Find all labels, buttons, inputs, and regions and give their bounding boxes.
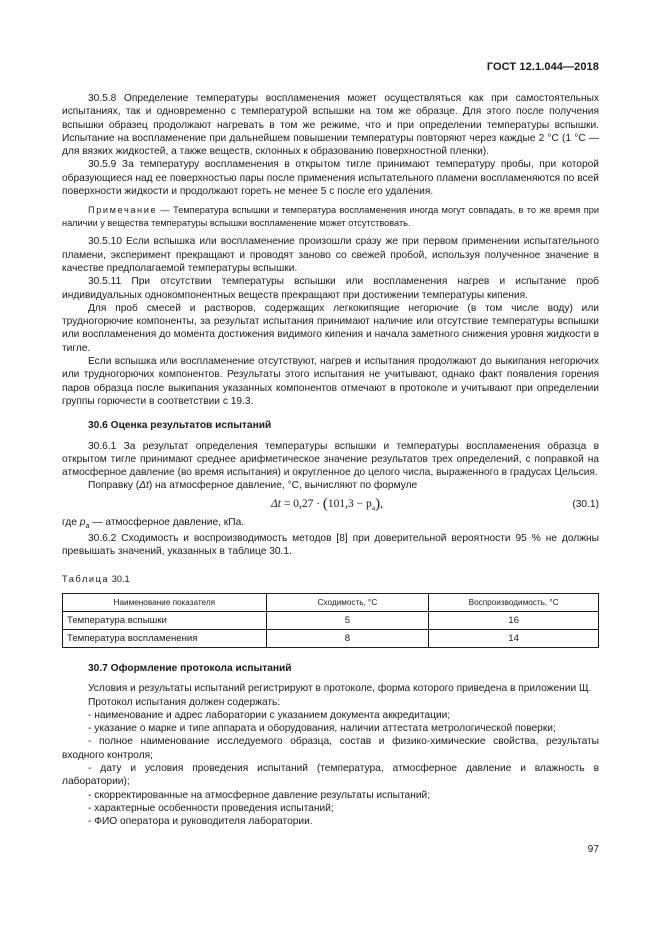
list-item: - дату и условия проведения испытаний (температура, атмосферное давление и влажность в лаборатории); (62, 762, 599, 788)
paragraph-no-flash: Если вспышка или воспламенение отсутствуют, нагрев и испытания продолжают до выкипания негорючих или трудногорючих компонентов. Результаты этого испытания не учитывают, однако факт появления горения паров образца после выкипания указанных компонентов отмечают в протоколе и учитывают при определении группы горючести в соответствии с 19.3. (62, 356, 599, 407)
paragraph-30-5-9: 30.5.9 За температуру воспламенения в открытом тигле принимают температуру пробы, при которой образующиеся над ее поверхностью пары после применения испытательного пламени воспламеняются по всей поверхности жидкости и продолжают гореть не менее 5 с после его удаления. (62, 159, 599, 198)
table-caption-label: Таблица (62, 573, 110, 584)
paragraph-30-6-1: 30.6.1 За результат определения температуры вспышки и температуры воспламенения образца в открытом тигле принимают среднее арифметическое значение результатов трех определений, с поправкой на атмосферное давление (во время испытания) и округленное до целого числа, выраженного в градусах Цельсия. (62, 440, 599, 479)
table-cell: 16 (429, 611, 599, 629)
table-cell: 5 (266, 611, 429, 629)
paragraph-protocol-conditions: Условия и результаты испытаний регистрируют в протоколе, форма которого приведена в приложении Щ. (88, 683, 592, 695)
where-b: — атмосферное давление, кПа. (89, 516, 245, 528)
table-row (63, 611, 599, 629)
paragraph-30-5-11: 30.5.11 При отсутствии температуры вспышки или воспламенения нагрев и испытание проб индивидуальных однокомпонентных веществ прекращают при достижении температуры кипения. (62, 276, 599, 301)
paragraph-mixtures: Для проб смесей и растворов, содержащих легкокипящие негорючие (в том числе воду) или трудногорючие компоненты, за результат испытания принимают наличие или отсутствие температуры вспышки или воспламенения до момента достижения видимого кипения и начала заметного снижения уровня жидкости в тигле. (62, 302, 599, 354)
table-header: Воспроизводимость, °С (429, 593, 599, 611)
paragraph-30-5-8: 30.5.8 Определение температуры воспламенения может осуществляться как при самостоятельных испытаниях, так и одновременно с температурой вспышки на том же образце. Для этого после получения вспышки образец продолжают нагревать в том же режиме, что и при определении температуры вспышки. Испытание на воспламенение при дальнейшем повышении температуры повторяют через каждые 2 °С (1 °С — для вязких жидкостей, а также веществ, склонных к образованию поверхностной пленки). (62, 93, 599, 158)
formula-lhs: Δt (271, 497, 281, 510)
where-a: где (62, 516, 80, 528)
formula-close-paren: ) (375, 495, 381, 512)
table-header: Сходимость, °С (266, 593, 429, 611)
formula-open-paren: ( (322, 495, 328, 512)
page-number: 97 (587, 844, 599, 855)
list-item: - указание о марке и типе аппарата и оборудования, наличии аттестата метрологической поверки; (88, 723, 556, 735)
where-symbol: p (79, 516, 86, 528)
formula-expression (271, 495, 383, 514)
where-sub: a (85, 520, 90, 530)
correction-text-a: Поправку ( (88, 480, 140, 492)
table-cell: Температура вспышки (63, 611, 267, 629)
table-caption-number: 30.1 (109, 573, 130, 584)
section-heading-30-7: 30.7 Оформление протокола испытаний (88, 662, 292, 674)
table-cell: 8 (266, 629, 429, 647)
formula-30-1 (62, 494, 599, 516)
section-heading-30-6: 30.6 Оценка результатов испытаний (88, 420, 272, 432)
list-item: - скорректированные на атмосферное давление результаты испытаний; (88, 789, 431, 801)
table-header: Наименование показателя (63, 593, 267, 611)
formula-inner-sub: a (371, 502, 376, 512)
paragraph-30-6-2: 30.6.2 Сходимость и воспроизводимость методов [8] при доверительной вероятности 95 % не должны превышать значений, указанных в таблице 30.1. (62, 533, 599, 558)
paragraph-protocol-contents: Протокол испытания должен содержать: (88, 696, 281, 708)
table-row (63, 629, 599, 647)
list-item: - ФИО оператора и руководителя лаборатории. (88, 816, 313, 828)
correction-symbol: Δt (139, 480, 149, 492)
table-cell: Температура воспламенения (63, 629, 267, 647)
where-clause (62, 516, 599, 532)
paragraph-30-5-10: 30.5.10 Если вспышка или воспламенение произошли сразу же при первом применении испытательного пламени, эксперимент прекращают и проводят заново со свежей пробой, используя полученное значение в качестве предполагаемой температуры вспышки. (62, 236, 599, 274)
correction-text-b: ) на атмосферное давление, °С, вычисляют по формуле (148, 480, 418, 492)
formula-inner: 101,3 − p (327, 497, 372, 510)
table-caption (62, 573, 599, 586)
note (62, 204, 599, 229)
formula-eq: = 0,27 · (280, 497, 323, 510)
table-cell: 14 (429, 629, 599, 647)
list-item: - наименование и адрес лаборатории с указанием документа аккредитации; (88, 709, 451, 721)
table-header-row (63, 593, 599, 611)
page-content (62, 92, 599, 828)
note-label: Примечание (88, 205, 158, 216)
note-text: — Температура вспышки и температура воспламенения иногда могут совпадать, в то же время при наличии у вещества температуры вспышки воспламенение может отсутствовать. (62, 205, 599, 228)
list-item: - характерные особенности проведения испытаний; (88, 802, 334, 814)
results-table (62, 593, 599, 648)
paragraph-correction (62, 479, 599, 492)
list-item: - полное наименование исследуемого образца, состав и физико-химические свойства, результаты входного контроля; (62, 736, 599, 761)
formula-number: (30.1) (572, 498, 599, 510)
document-code: ГОСТ 12.1.044—2018 (486, 61, 599, 73)
formula-tail: , (380, 497, 383, 510)
